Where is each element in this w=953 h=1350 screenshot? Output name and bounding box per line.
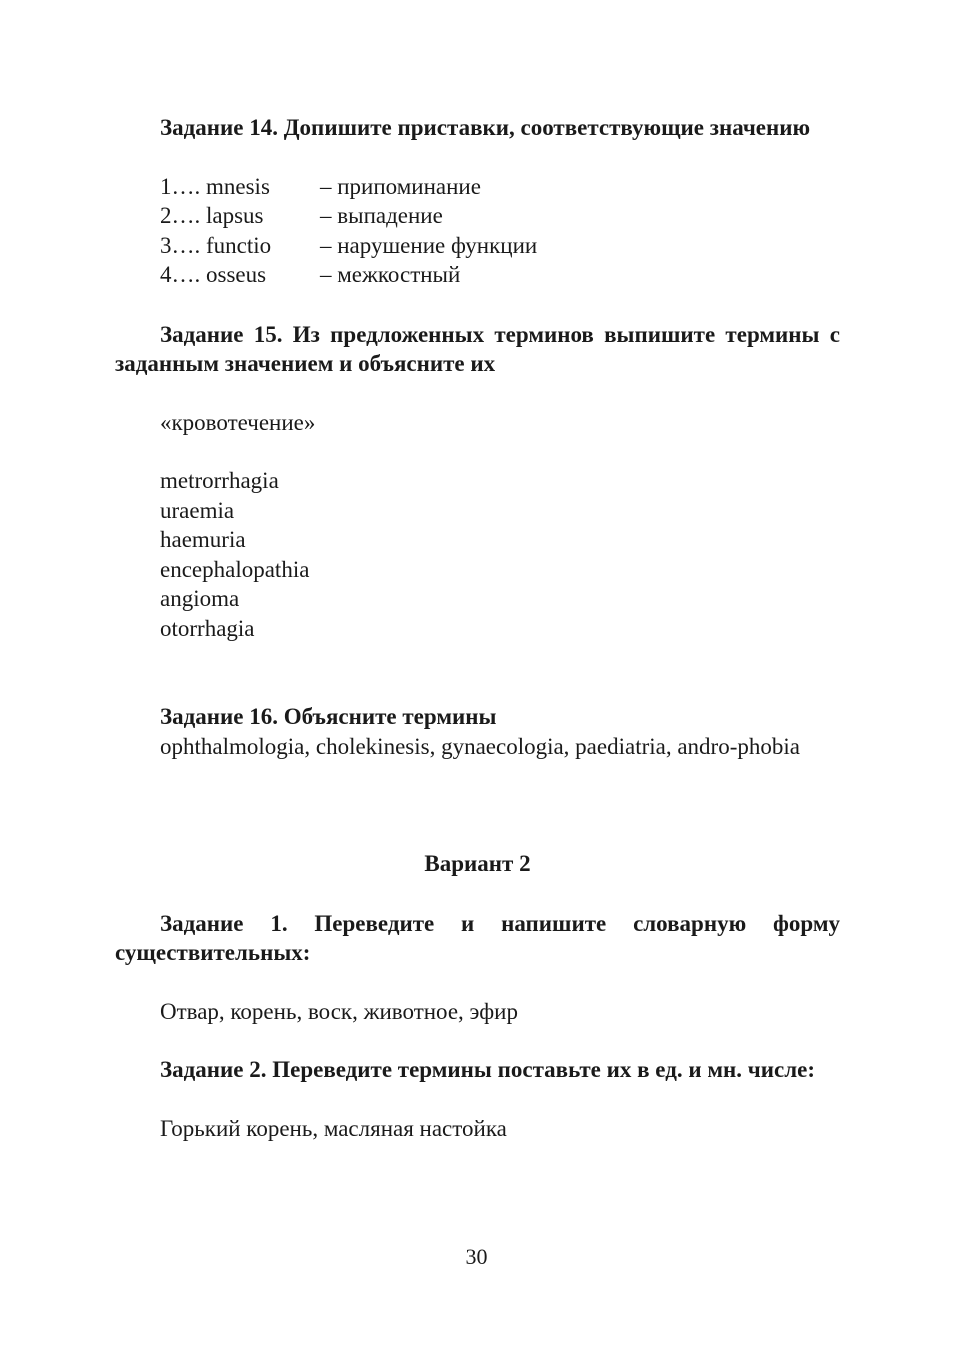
page-content	[115, 113, 840, 1143]
task-15-quote: «кровотечение»	[160, 409, 316, 435]
list-item: haemuria	[160, 527, 246, 552]
list-item: encephalopathia	[160, 556, 310, 582]
task-14-title: Задание 14. Допишите приставки, соответствующие значению	[160, 115, 811, 140]
list-item	[160, 260, 840, 290]
list-item	[160, 172, 840, 202]
variant2-task-1-text: Отвар, корень, воск, животное, эфир	[160, 998, 518, 1024]
prefix-meaning: – межкостный	[320, 262, 461, 287]
prefix-term: 1…. mnesis	[160, 173, 270, 199]
variant2-task-1-title: Задание 1. Переведите и напишите словарную форму существительных:	[115, 910, 840, 965]
list-item: otorrhagia	[160, 615, 255, 641]
prefix-meaning: – выпадение	[320, 203, 443, 228]
variant2-task-2-title: Задание 2. Переведите термины поставьте их в ед. и мн. числе:	[160, 1057, 815, 1082]
prefix-term: 3…. functio	[160, 232, 272, 258]
list-item: uraemia	[160, 497, 235, 523]
prefix-meaning: – припоминание	[320, 173, 481, 199]
task-15-terms	[115, 466, 840, 643]
task-16-text: ophthalmologia, cholekinesis, gynaecologia, paediatria, andro-phobia	[160, 733, 800, 759]
task-16-title: Задание 16. Объясните термины	[160, 704, 497, 729]
list-item: metrorrhagia	[160, 468, 279, 493]
task-15-title: Задание 15. Из предложенных терминов выпишите термины с заданным значением и объясните их	[115, 321, 840, 376]
variant2-task-2-text: Горький корень, масляная настойка	[160, 1115, 507, 1141]
list-item: angioma	[160, 586, 240, 611]
page-number: 30	[465, 1244, 488, 1269]
prefix-term: 2…. lapsus	[160, 203, 264, 228]
variant-heading: Вариант 2	[424, 851, 531, 876]
prefix-term: 4…. osseus	[160, 262, 267, 287]
list-item	[160, 201, 840, 231]
task-14-list	[115, 172, 840, 290]
prefix-meaning: – нарушение функции	[320, 232, 538, 258]
list-item	[160, 231, 840, 261]
